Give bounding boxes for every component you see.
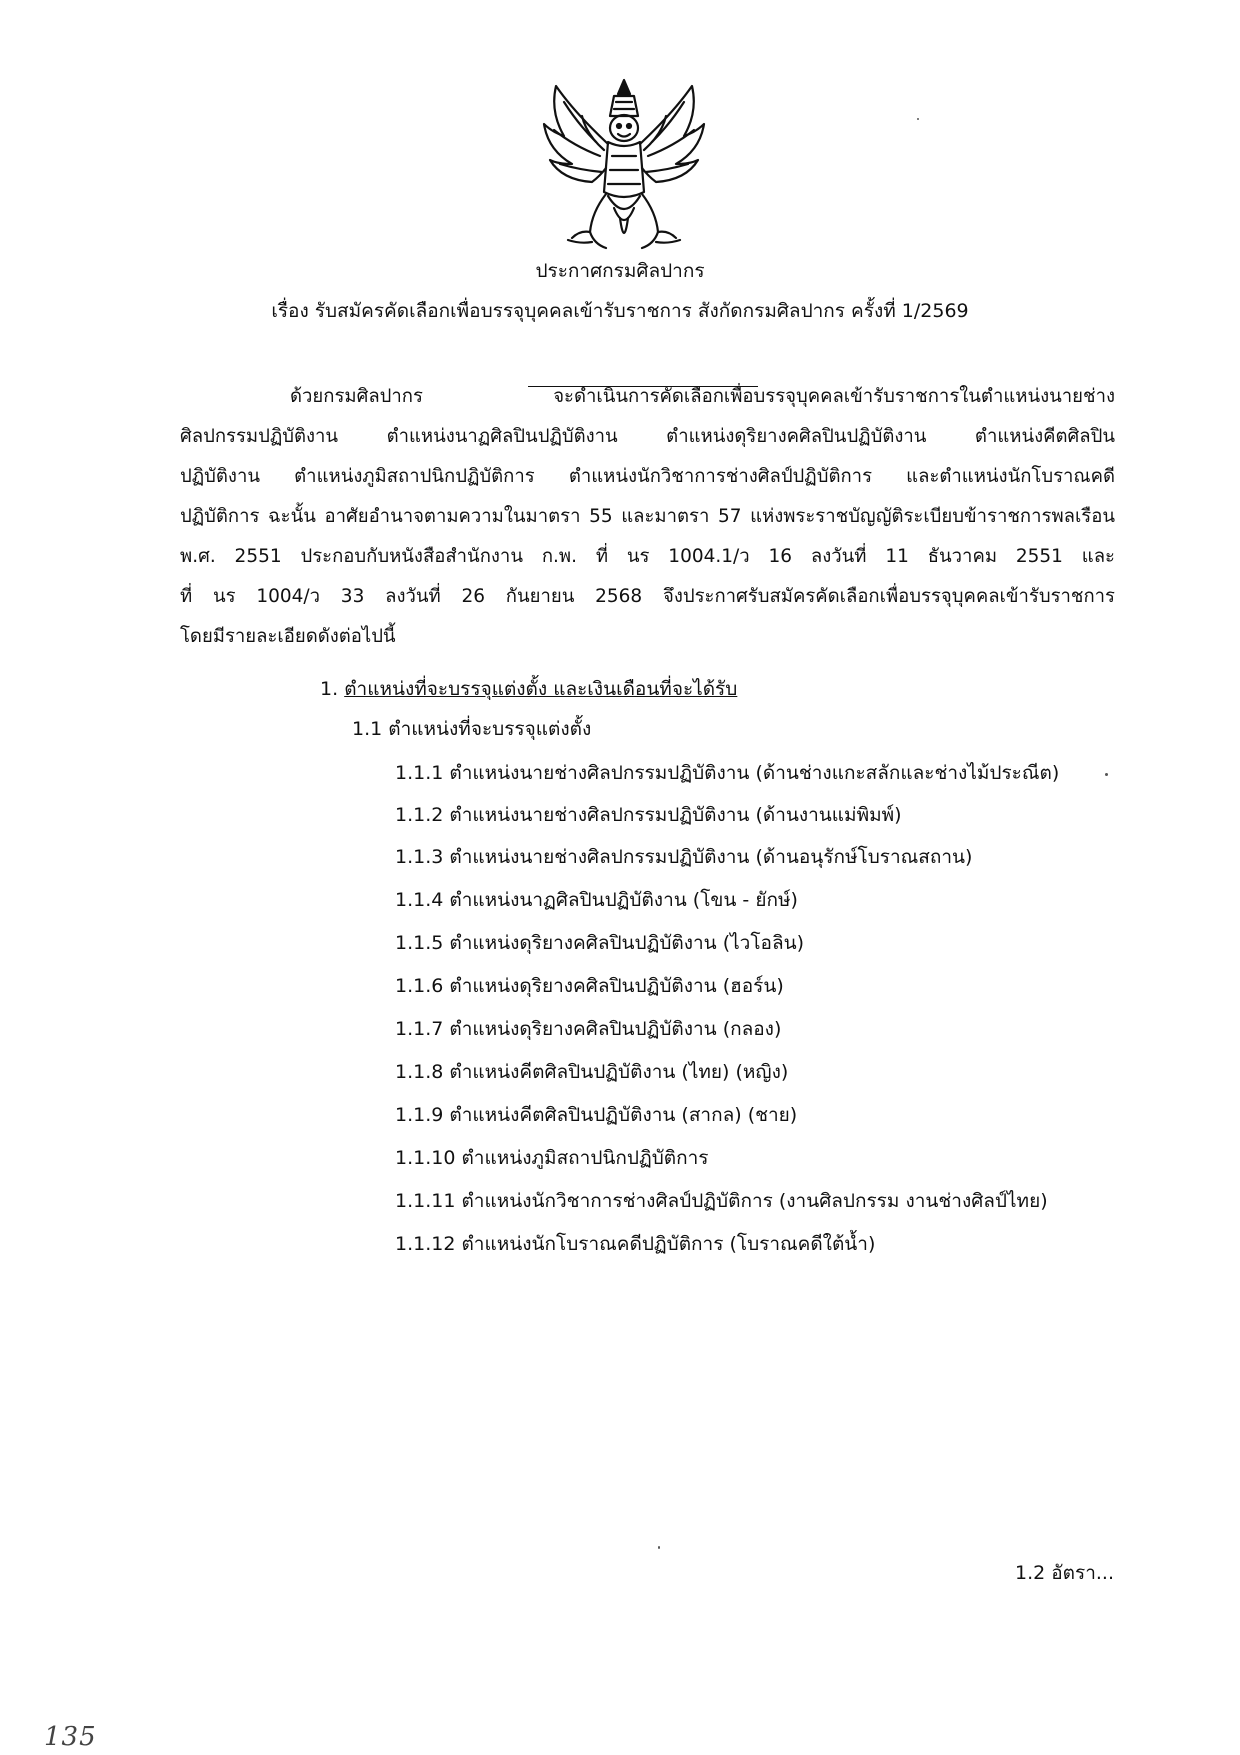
announcement-title: ประกาศกรมศิลปากร bbox=[535, 260, 705, 282]
position-item: 1.1.5 ตำแหน่งดุริยางคศิลปินปฏิบัติงาน (ไวโอลิน) bbox=[395, 932, 805, 954]
position-item: 1.1.12 ตำแหน่งนักโบราณคดีปฏิบัติการ (โบราณคดีใต้น้ำ) bbox=[395, 1233, 876, 1255]
scan-speck bbox=[917, 118, 919, 120]
body-line: ศิลปกรรมปฏิบัติงาน ตำแหน่งนาฏศิลปินปฏิบัติงาน ตำแหน่งดุริยางคศิลปินปฏิบัติงาน ตำแหน่งคีตศิลปิน bbox=[180, 426, 1115, 447]
position-item: 1.1.4 ตำแหน่งนาฏศิลปินปฏิบัติงาน (โขน - ยักษ์) bbox=[395, 889, 798, 911]
position-item: 1.1.11 ตำแหน่งนักวิชาการช่างศิลป์ปฏิบัติการ (งานศิลปกรรม งานช่างศิลป์ไทย) bbox=[395, 1190, 1048, 1212]
position-item: 1.1.10 ตำแหน่งภูมิสถาปนิกปฏิบัติการ bbox=[395, 1147, 709, 1169]
position-item: 1.1.6 ตำแหน่งดุริยางคศิลปินปฏิบัติงาน (ฮอร์น) bbox=[395, 975, 784, 997]
body-line: ปฏิบัติงาน ตำแหน่งภูมิสถาปนิกปฏิบัติการ ตำแหน่งนักวิชาการช่างศิลป์ปฏิบัติการ และตำแหน่งนักโบราณคดี bbox=[180, 466, 1115, 487]
position-item: 1.1.2 ตำแหน่งนายช่างศิลปกรรมปฏิบัติงาน (ด้านงานแม่พิมพ์) bbox=[395, 804, 902, 826]
position-item: 1.1.8 ตำแหน่งคีตศิลปินปฏิบัติงาน (ไทย) (หญิง) bbox=[395, 1061, 789, 1083]
section-heading bbox=[320, 676, 737, 702]
body-line: ที่ นร 1004/ว 33 ลงวันที่ 26 กันยายน 2568 จึงประกาศรับสมัครคัดเลือกเพื่อบรรจุบุคคลเข้ารับราชการ bbox=[180, 586, 1115, 607]
body-line: ด้วยกรมศิลปากร จะดำเนินการคัดเลือกเพื่อบรรจุบุคคลเข้ารับราชการในตำแหน่งนายช่าง bbox=[290, 386, 1115, 407]
body-line: โดยมีรายละเอียดดังต่อไปนี้ bbox=[180, 626, 396, 647]
subsection-heading: 1.1 ตำแหน่งที่จะบรรจุแต่งตั้ง bbox=[352, 718, 592, 740]
body-line: พ.ศ. 2551 ประกอบกับหนังสือสำนักงาน ก.พ. ที่ นร 1004.1/ว 16 ลงวันที่ 11 ธันวาคม 2551 และ bbox=[180, 546, 1115, 567]
handwritten-page-number: 135 bbox=[44, 1722, 97, 1752]
position-item: 1.1.7 ตำแหน่งดุริยางคศิลปินปฏิบัติงาน (กลอง) bbox=[395, 1018, 782, 1040]
position-item: 1.1.3 ตำแหน่งนายช่างศิลปกรรมปฏิบัติงาน (ด้านอนุรักษ์โบราณสถาน) bbox=[395, 846, 973, 868]
announcement-subject: เรื่อง รับสมัครคัดเลือกเพื่อบรรจุบุคคลเข้ารับราชการ สังกัดกรมศิลปากร ครั้งที่ 1/2569 bbox=[271, 300, 969, 322]
section-number: 1. bbox=[320, 678, 339, 700]
body-line: ปฏิบัติการ ฉะนั้น อาศัยอำนาจตามความในมาตรา 55 และมาตรา 57 แห่งพระราชบัญญัติระเบียบข้าราชการพลเรือน bbox=[180, 506, 1115, 527]
scan-speck bbox=[1105, 773, 1108, 776]
garuda-emblem-icon bbox=[534, 72, 714, 262]
continuation-marker: 1.2 อัตรา... bbox=[1015, 1562, 1114, 1584]
scan-speck bbox=[658, 1546, 660, 1549]
position-item: 1.1.1 ตำแหน่งนายช่างศิลปกรรมปฏิบัติงาน (ด้านช่างแกะสลักและช่างไม้ประณีต) bbox=[395, 762, 1060, 784]
position-item: 1.1.9 ตำแหน่งคีตศิลปินปฏิบัติงาน (สากล) (ชาย) bbox=[395, 1104, 798, 1126]
section-title: ตำแหน่งที่จะบรรจุแต่งตั้ง และเงินเดือนที่จะได้รับ bbox=[344, 678, 738, 700]
